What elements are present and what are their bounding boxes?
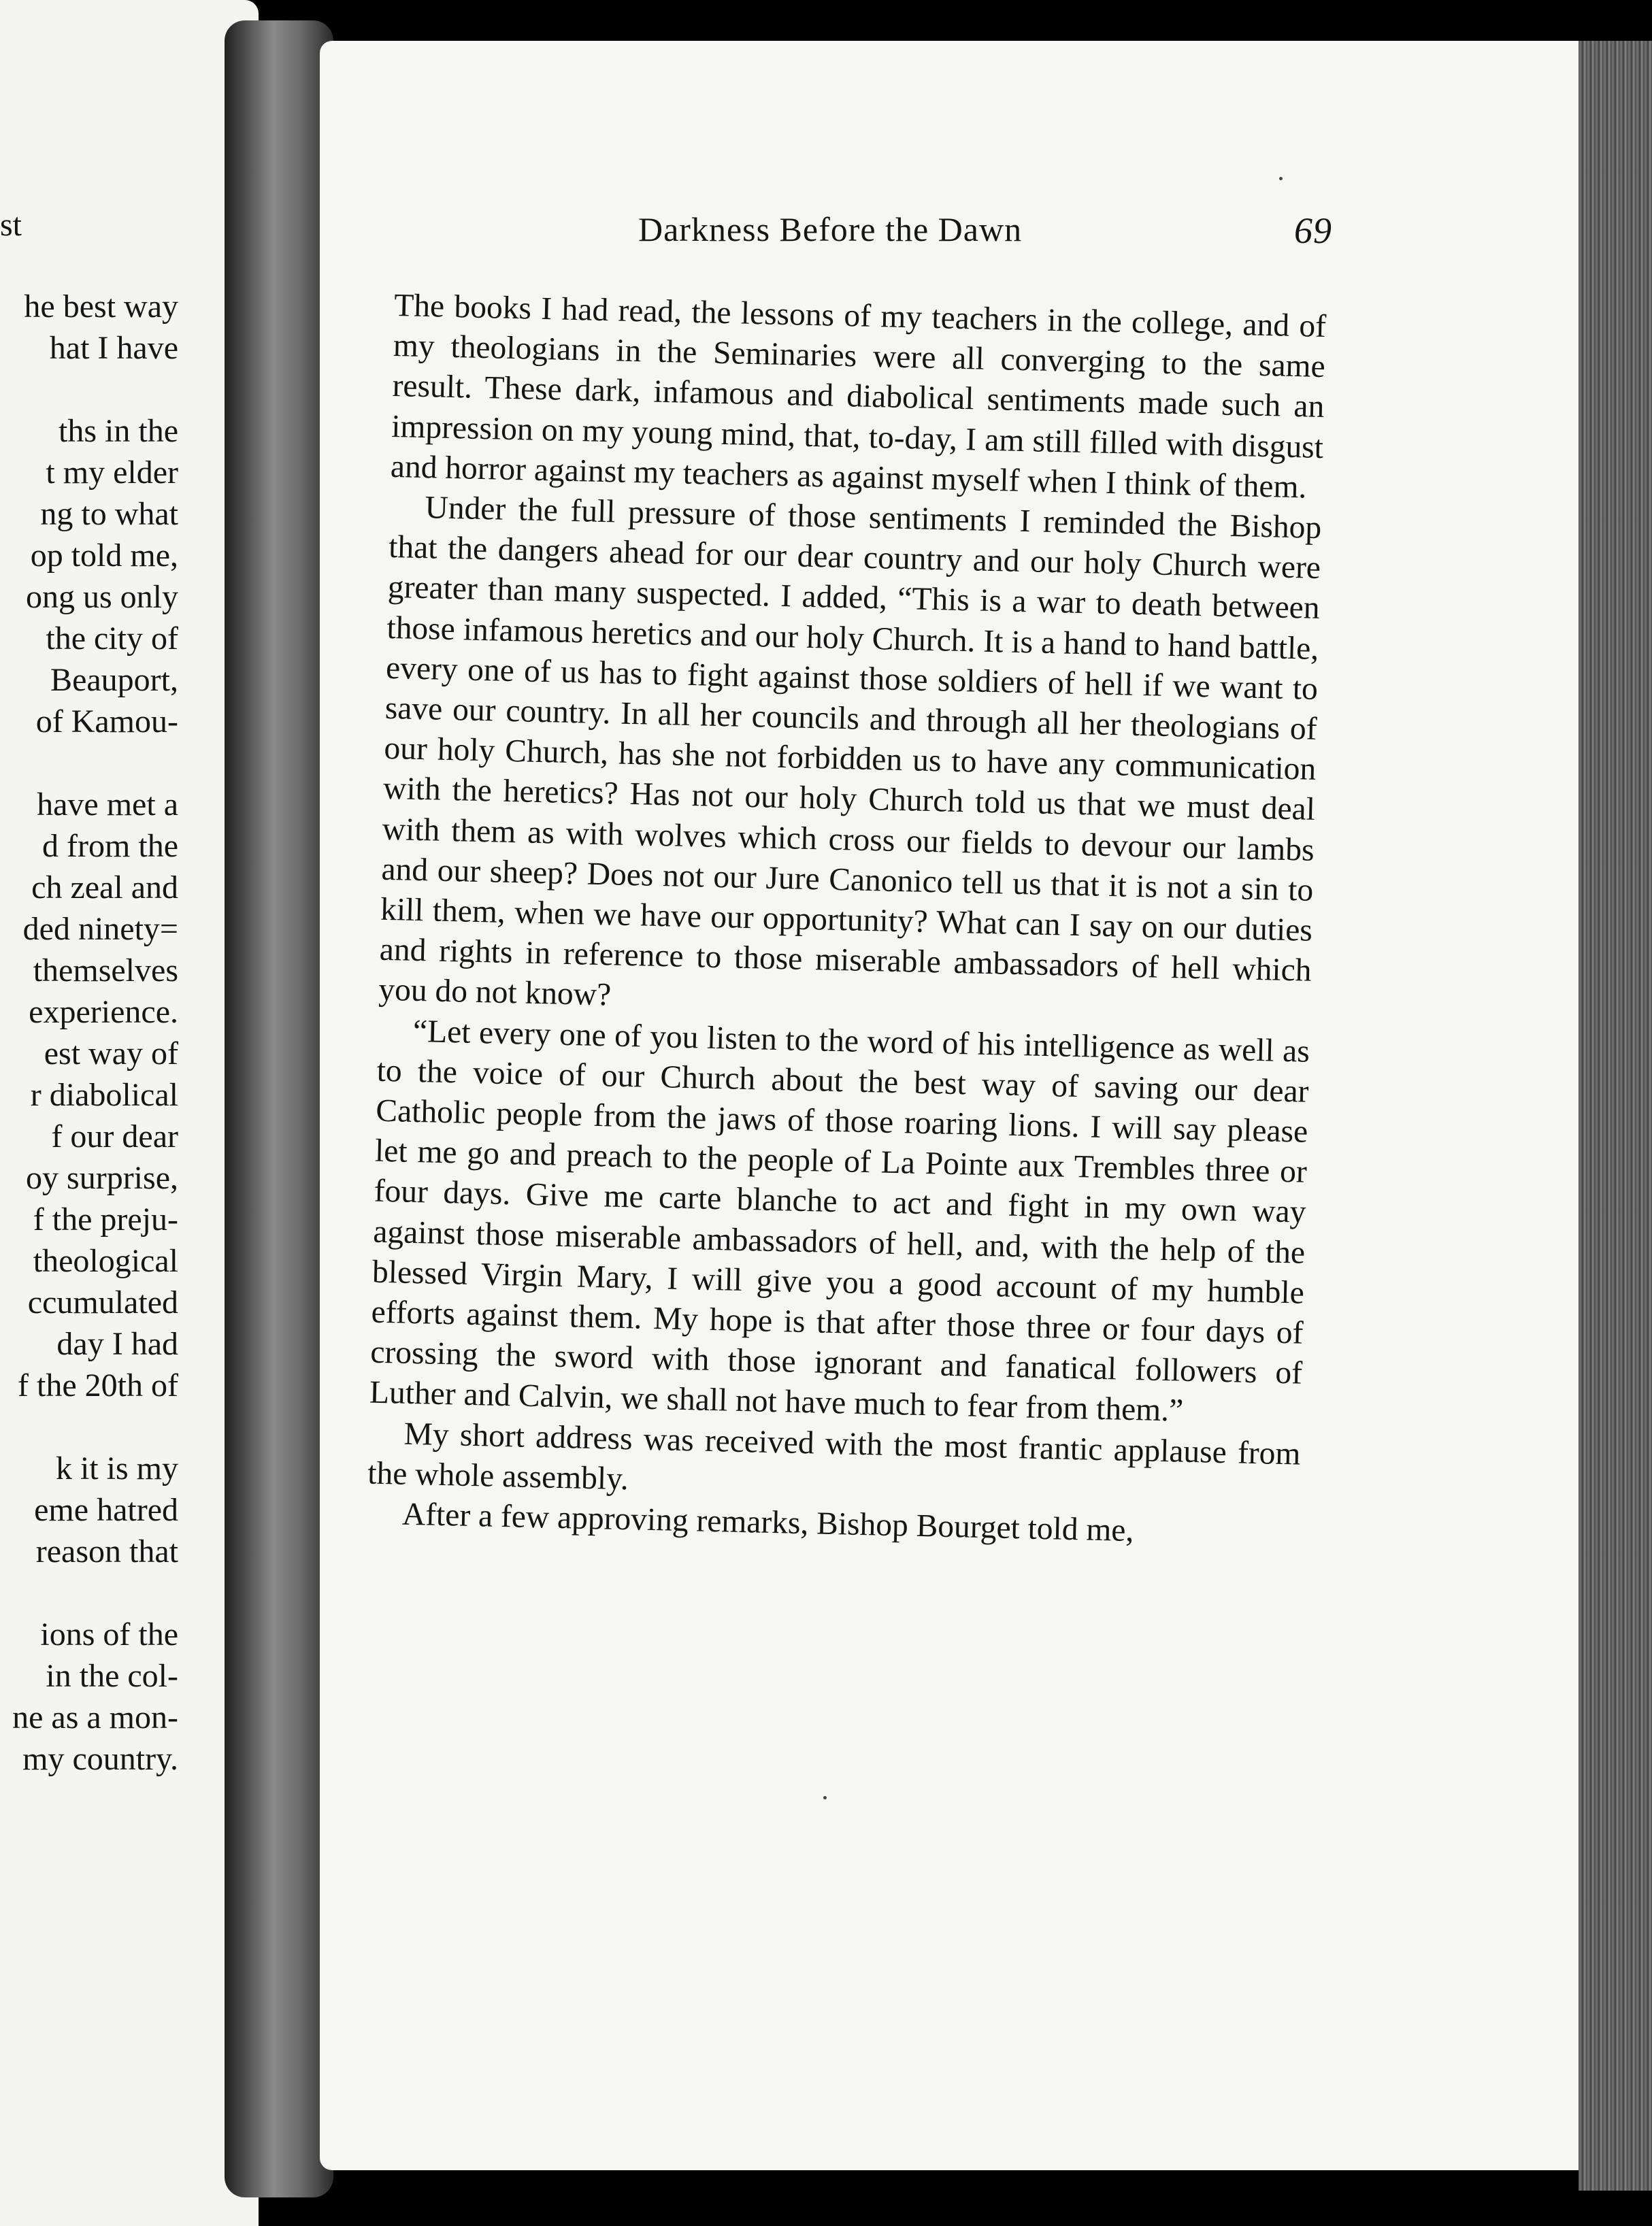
page-number: 69: [1294, 210, 1332, 251]
left-page-line: the city of: [46, 620, 178, 657]
left-page-line: ths in the: [59, 413, 178, 449]
body-text: [366, 286, 1326, 1555]
left-page-line: my country.: [22, 1741, 178, 1777]
right-page: [320, 41, 1599, 2170]
paragraph-1: The books I had read, the lessons of my teachers in the college, and of my theologians in the Seminaries were all converging to the same result. These dark, infamous and diabolical sentiments made such an impression on my young mind, that, to-day, I am still filled with disgust and horror against my teachers as against myself when I think of them.: [390, 287, 1327, 505]
left-page-line: r diabolical: [30, 1077, 178, 1113]
left-page-line: f the preju-: [33, 1201, 178, 1237]
left-page-line: d from the: [42, 828, 178, 864]
left-page-line: hat I have: [49, 330, 178, 366]
left-page-line: in the col-: [46, 1658, 178, 1694]
left-page-line: reason that: [35, 1533, 178, 1569]
running-title: Darkness Before the Dawn: [638, 210, 1023, 248]
page-edges: [1579, 41, 1652, 2191]
left-page-line: he best way: [24, 288, 178, 325]
paragraph-2: Under the full pressure of those sentiments I reminded the Bishop that the dangers ahead for our dear country and our holy Church were greater than many suspected. I added, “This is a war to death between those infamous heretics and our holy Church. It is a hand to hand battle, every one of us has to fight against those soldiers of hell if we want to save our country. In all her councils and through all her theologians of our holy Church, has she not forbidden us to have any communication with the heretics? Has not our holy Church told us that we must deal with them as with wolves which cross our fields to devour our lambs and our sheep? Does not our Jure Canonico tell us that it is not a sin to kill them, when we have our opportunity? What can I say on our duties and rights in reference to those miserable ambassadors of hell which you do not know?: [378, 490, 1322, 1013]
left-page-line: f the 20th of: [18, 1367, 178, 1403]
left-page-line: ccumulated: [27, 1284, 178, 1320]
left-page-line: of Kamou-: [35, 703, 178, 740]
left-page-line: ions of the: [40, 1616, 178, 1652]
left-page-line: f our dear: [51, 1118, 178, 1154]
left-page-line: t my elder: [46, 454, 178, 491]
paragraph-3: “Let every one of you listen to the word of his intelligence as well as to the voice of our Church about the best way of saving our dear Catholic people from the jaws of those roaring lions. I will say please let me go and preach to the people of La Pointe aux Trembles three or four days. Give me carte blanche to act and fight in my own way against those miserable ambassadors of hell, and, with the help of the blessed Virgin Mary, I will give you a good account of my humble efforts against them. My hope is that after those three or four days of crossing the sword with those ignorant and fanatical followers of Luther and Calvin, we shall not have much to fear from them.”: [369, 1013, 1310, 1429]
book-gutter: [225, 20, 333, 2197]
left-page-line: Beauport,: [50, 662, 178, 698]
left-page-line: experience.: [29, 994, 178, 1030]
left-page-line: ong us only: [25, 579, 178, 615]
left-page-line: ng to what: [40, 496, 178, 532]
left-page-line: est way of: [44, 1035, 178, 1072]
left-page-line: ne as a mon-: [12, 1699, 178, 1735]
left-page-line: day I had: [56, 1326, 178, 1362]
left-page-line: k it is my: [55, 1450, 178, 1486]
left-page-line: eme hatred: [34, 1492, 178, 1528]
left-running-head: st: [0, 207, 22, 243]
left-page-line: ch zeal and: [31, 869, 178, 906]
left-page: [0, 0, 259, 2226]
paper-speck: [823, 1796, 827, 1799]
left-page-line: have met a: [37, 786, 178, 823]
left-page-line: ded ninety=: [22, 911, 178, 947]
left-page-line: themselves: [33, 952, 178, 989]
paragraph-5: After a few approving remarks, Bishop Bourget told me,: [401, 1496, 1134, 1549]
paper-speck: [1279, 177, 1283, 180]
paragraph-4: My short address was received with the most frantic applause from the whole assembly.: [367, 1416, 1301, 1497]
left-page-line: oy surprise,: [26, 1160, 178, 1196]
left-page-line: theological: [33, 1243, 178, 1279]
left-page-line: op told me,: [30, 537, 178, 574]
